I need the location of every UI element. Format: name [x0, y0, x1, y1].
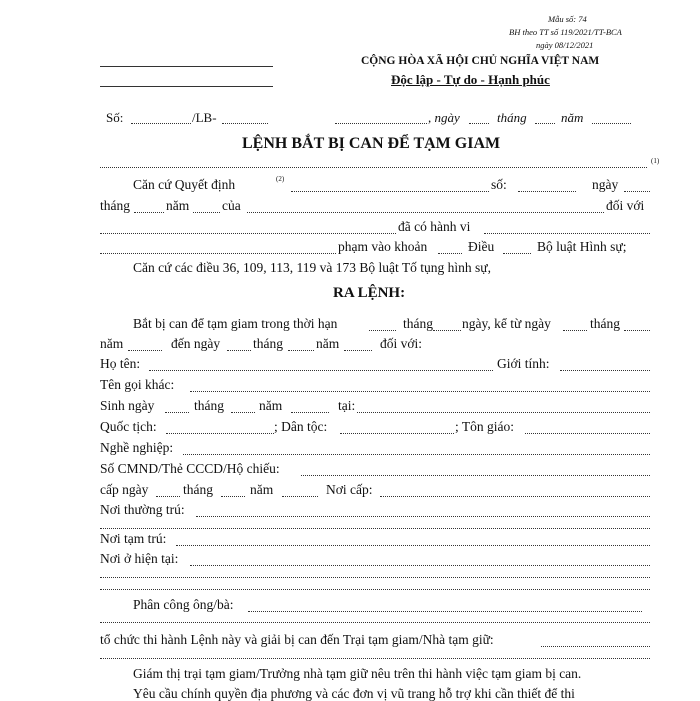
gender-field[interactable]: [560, 370, 650, 371]
agency-line-1[interactable]: [100, 66, 273, 67]
basis-cua-label: của: [222, 198, 241, 213]
religion-field[interactable]: [525, 433, 650, 434]
issue-nam-label: năm: [250, 482, 274, 497]
nationality-field[interactable]: [166, 433, 274, 434]
birth-day-field[interactable]: [165, 412, 189, 413]
birth-year-field[interactable]: [291, 412, 329, 413]
act-field-1[interactable]: [484, 233, 650, 234]
issue-place-label: Nơi cấp:: [326, 482, 373, 497]
form-number: Mẫu số: 74: [548, 14, 587, 24]
issue-place-field[interactable]: [380, 496, 650, 497]
temporary-address-label: Nơi tạm trú:: [100, 531, 167, 546]
decision-issuer-field[interactable]: [247, 212, 604, 213]
ref-year-field[interactable]: [592, 123, 631, 124]
order-doi-voi-label: đối với:: [380, 336, 423, 351]
basis-hanh-vi-label: đã có hành vi: [398, 219, 471, 234]
ref-month-field[interactable]: [535, 123, 555, 124]
assign-label: Phân công ông/bà:: [133, 597, 234, 612]
authority-field[interactable]: [100, 167, 647, 168]
term-months-field[interactable]: [369, 330, 396, 331]
order-from-label: ngày, kể từ ngày: [462, 316, 551, 331]
issue-year-field[interactable]: [282, 496, 318, 497]
detention-facility-field-2[interactable]: [100, 658, 650, 659]
basis-dieu-label: Điều: [468, 239, 495, 254]
ref-nam-label: năm: [561, 110, 584, 125]
current-address-field[interactable]: [190, 565, 650, 566]
birth-thang-label: tháng: [194, 398, 224, 413]
end-month-field[interactable]: [288, 350, 314, 351]
birthplace-label: tại:: [338, 398, 356, 413]
permanent-address-label: Nơi thường trú:: [100, 502, 185, 517]
order-heading: RA LỆNH:: [333, 285, 406, 301]
order-thang3-label: tháng: [253, 336, 283, 351]
gender-label: Giới tính:: [497, 356, 550, 371]
basis-thang-label: tháng: [100, 198, 130, 213]
order-thang2-label: tháng: [590, 316, 620, 331]
decision-day-field[interactable]: [624, 191, 650, 192]
basis-so-label: số:: [491, 177, 507, 192]
ref-lb-label: /LB-: [192, 110, 217, 125]
end-day-field[interactable]: [227, 350, 251, 351]
current-address-field-2[interactable]: [100, 577, 650, 578]
decision-number-field[interactable]: [518, 191, 576, 192]
order-thang-label: tháng: [403, 316, 433, 331]
alias-field[interactable]: [190, 391, 650, 392]
execution-text: tổ chức thi hành Lệnh này và giải bị can đến Trại tạm giam/Nhà tạm giữ:: [100, 632, 494, 647]
temporary-address-field[interactable]: [176, 545, 650, 546]
basis-articles-text: Căn cứ các điều 36, 109, 113, 119 và 173 Bộ luật Tố tụng hình sự,: [133, 260, 491, 275]
act-field-2[interactable]: [100, 253, 336, 254]
ref-so-label: Số:: [106, 110, 124, 125]
article-field[interactable]: [503, 253, 531, 254]
assignee-field-2[interactable]: [100, 622, 650, 623]
note-mark-1: (1): [651, 157, 660, 165]
document-title: LỆNH BẮT BỊ CAN ĐỂ TẠM GIAM: [242, 135, 501, 152]
permanent-address-field-2[interactable]: [100, 528, 650, 529]
ref-thang-label: tháng: [497, 110, 527, 125]
decision-name-field[interactable]: [291, 191, 489, 192]
start-month-field[interactable]: [624, 330, 650, 331]
alias-label: Tên gọi khác:: [100, 377, 175, 392]
form-circular: BH theo TT số 119/2021/TT-BCA: [509, 27, 622, 37]
birth-month-field[interactable]: [231, 412, 255, 413]
issue-day-field[interactable]: [156, 496, 180, 497]
clause-field[interactable]: [438, 253, 462, 254]
form-date: ngày 08/12/2021: [536, 40, 594, 50]
issue-thang-label: tháng: [183, 482, 213, 497]
permanent-address-field[interactable]: [196, 516, 650, 517]
decision-year-field[interactable]: [193, 212, 220, 213]
start-day-field[interactable]: [563, 330, 587, 331]
end-year-field[interactable]: [344, 350, 372, 351]
ref-day-field[interactable]: [469, 123, 489, 124]
birthplace-field[interactable]: [357, 412, 650, 413]
decision-month-field[interactable]: [134, 212, 164, 213]
ref-lb-field[interactable]: [222, 123, 268, 124]
detention-facility-field[interactable]: [541, 646, 650, 647]
id-number-label: Số CMND/Thẻ CCCD/Hộ chiếu:: [100, 461, 280, 476]
closing-paragraph-2: Yêu cầu chính quyền địa phương và các đơn vị vũ trang hỗ trợ khi cần thiết để thi: [133, 686, 575, 701]
order-to-label: đến ngày: [171, 336, 221, 351]
start-year-field[interactable]: [128, 350, 162, 351]
birth-label: Sinh ngày: [100, 398, 155, 413]
basis-ngay-label: ngày: [592, 177, 619, 192]
issue-date-label: cấp ngày: [100, 482, 149, 497]
assignee-field[interactable]: [248, 611, 642, 612]
current-address-label: Nơi ở hiện tại:: [100, 551, 179, 566]
order-detention-text: Bắt bị can để tạm giam trong thời hạn: [133, 316, 338, 331]
basis-doi-voi-label: đối với: [606, 198, 645, 213]
religion-label: ; Tôn giáo:: [455, 419, 514, 434]
order-nam2-label: năm: [316, 336, 340, 351]
ethnicity-label: ; Dân tộc:: [274, 419, 328, 434]
occupation-label: Nghề nghiệp:: [100, 440, 174, 455]
basis-blhs-label: Bộ luật Hình sự;: [537, 239, 627, 254]
current-address-field-3[interactable]: [100, 589, 650, 590]
nationality-label: Quốc tịch:: [100, 419, 157, 434]
basis-khoan-label: phạm vào khoản: [338, 239, 428, 254]
issue-month-field[interactable]: [221, 496, 245, 497]
birth-nam-label: năm: [259, 398, 283, 413]
occupation-field[interactable]: [183, 454, 650, 455]
ethnicity-field[interactable]: [340, 433, 454, 434]
country-name: CỘNG HÒA XÃ HỘI CHỦ NGHĨA VIỆT NAM: [361, 55, 600, 67]
ref-number-field[interactable]: [131, 123, 191, 124]
basis-nam-label: năm: [166, 198, 190, 213]
closing-paragraph-1: Giám thị trại tạm giam/Trưởng nhà tạm giữ nêu trên thi hành việc tạm giam bị can.: [133, 666, 582, 681]
ref-place-field[interactable]: [335, 123, 427, 124]
agency-line-2[interactable]: [100, 86, 273, 87]
full-name-label: Họ tên:: [100, 356, 141, 371]
basis-decision-label: Căn cứ Quyết định: [133, 177, 236, 192]
note-mark-2: (2): [276, 175, 285, 183]
order-nam-label: năm: [100, 336, 124, 351]
full-name-field[interactable]: [149, 370, 493, 371]
accused-field[interactable]: [100, 233, 396, 234]
id-number-field[interactable]: [301, 475, 650, 476]
term-days-field[interactable]: [433, 330, 461, 331]
national-motto: Độc lập - Tự do - Hạnh phúc: [391, 72, 550, 87]
ref-ngay-label: , ngày: [428, 110, 460, 125]
